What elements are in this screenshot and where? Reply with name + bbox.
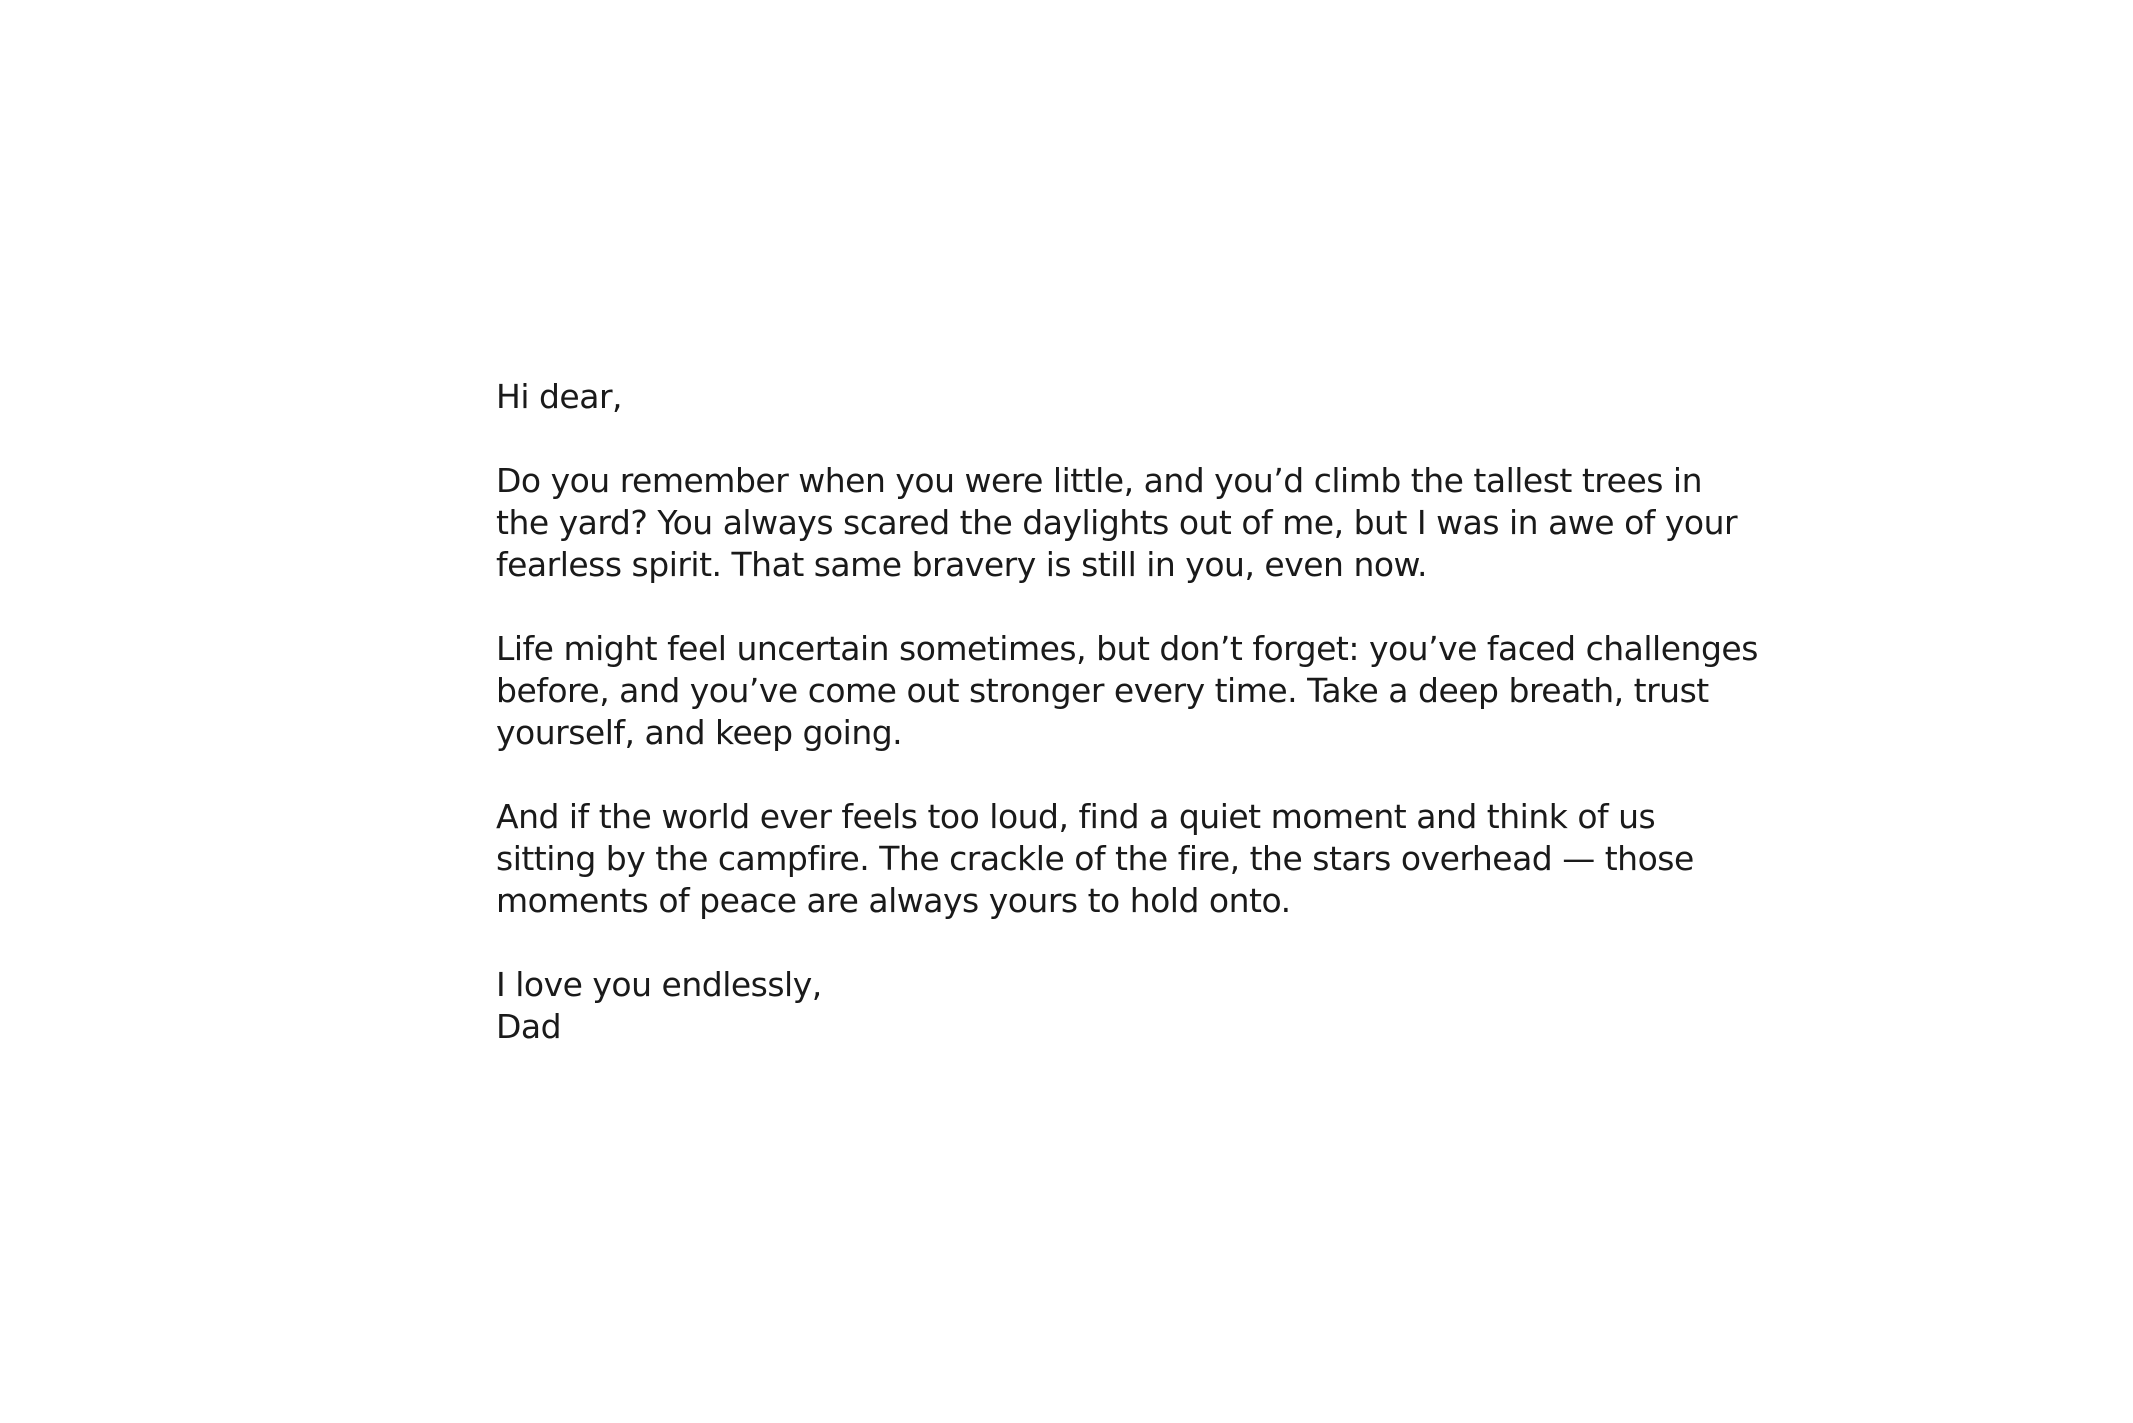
greeting-text: Hi dear,	[496, 377, 623, 416]
paragraph-line: before, and you’ve come out stronger every time. Take a deep breath, trust	[496, 671, 1709, 710]
paragraph-line: the yard? You always scared the daylights out of me, but I was in awe of your	[496, 503, 1738, 542]
paragraph-1	[496, 460, 1738, 586]
paragraph-line: sitting by the campfire. The crackle of the fire, the stars overhead — those	[496, 839, 1694, 878]
greeting	[496, 376, 1696, 418]
letter-body	[496, 376, 1758, 1048]
paragraph-2	[496, 628, 1758, 754]
paragraph-line: fearless spirit. That same bravery is still in you, even now.	[496, 545, 1428, 584]
signature: Dad	[496, 1007, 562, 1046]
closing-text: I love you endlessly,	[496, 965, 822, 1004]
paragraph-line: yourself, and keep going.	[496, 713, 903, 752]
paragraph-line: And if the world ever feels too loud, find a quiet moment and think of us	[496, 797, 1656, 836]
paragraph-line: moments of peace are always yours to hold onto.	[496, 881, 1291, 920]
paragraph-line: Do you remember when you were little, and you’d climb the tallest trees in	[496, 461, 1703, 500]
paragraph-3	[496, 796, 1696, 922]
paragraph-line: Life might feel uncertain sometimes, but don’t forget: you’ve faced challenges	[496, 629, 1758, 668]
sign-off	[496, 964, 1696, 1048]
